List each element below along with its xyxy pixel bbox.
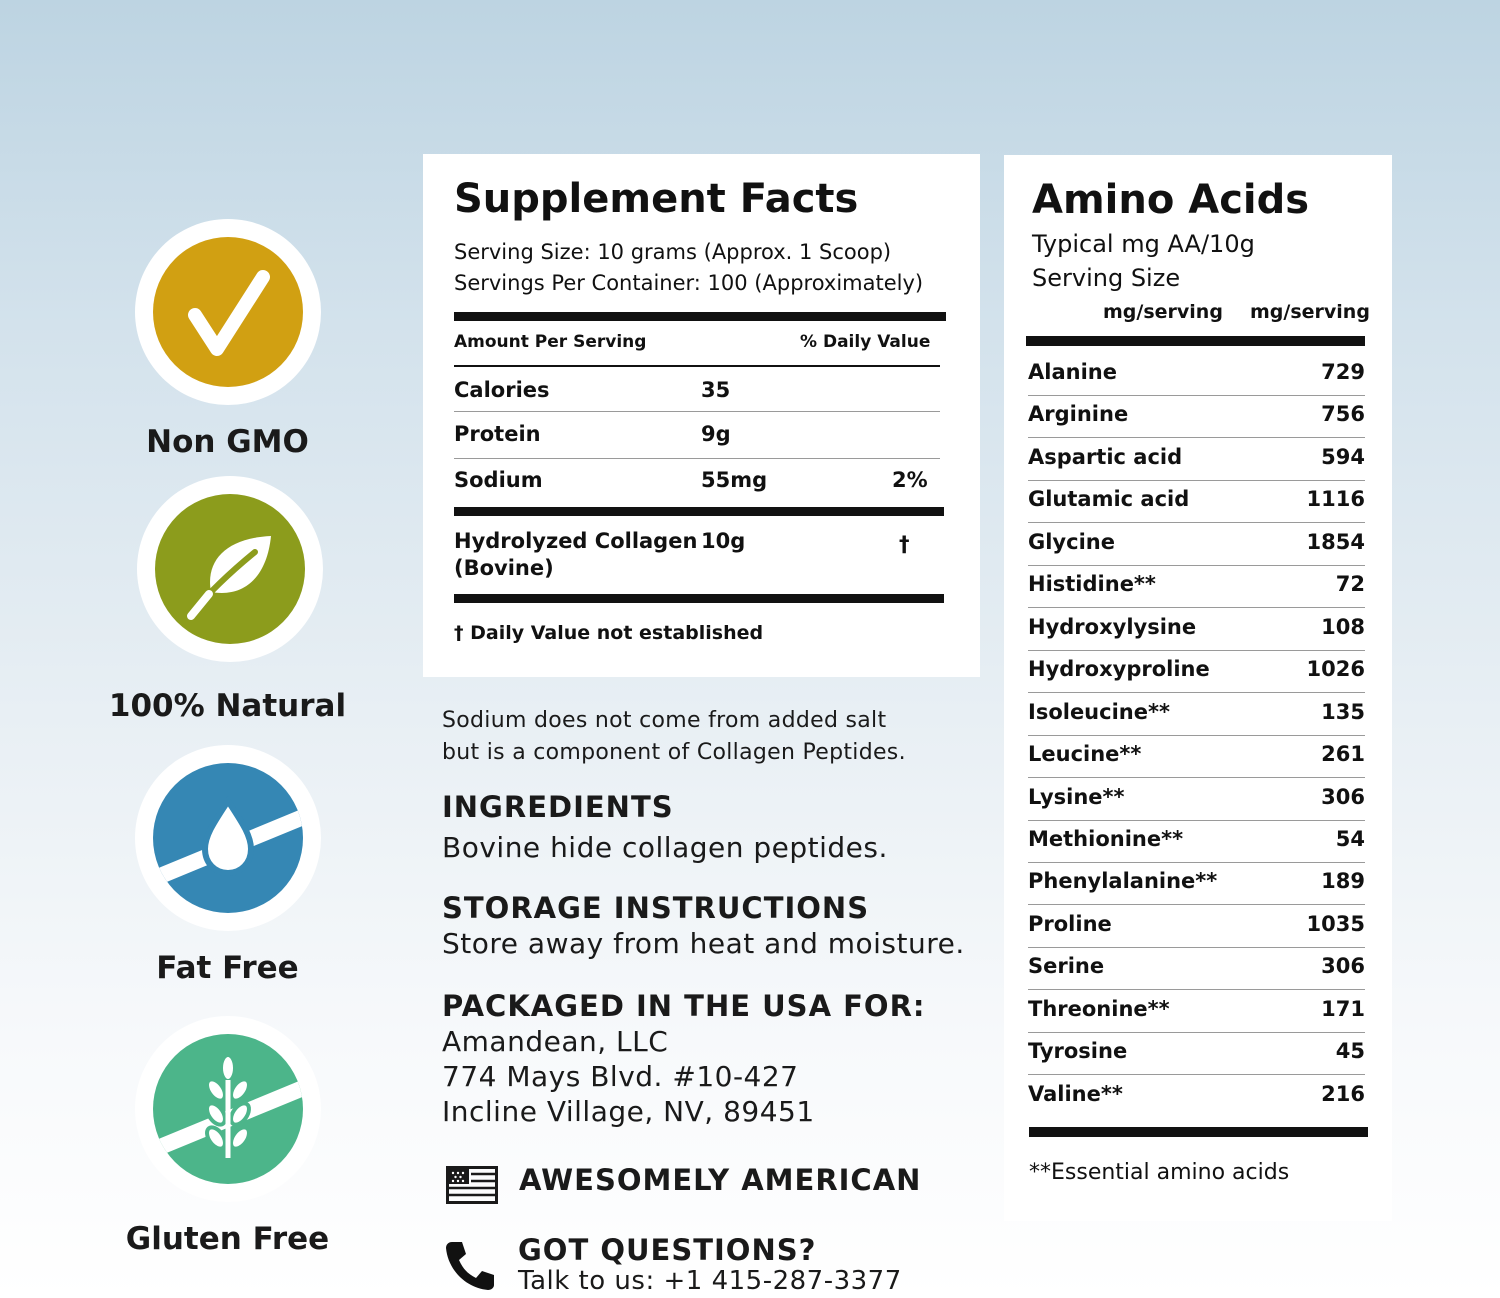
checkmark-icon: [153, 237, 303, 387]
serving-size: Serving Size: 10 grams (Approx. 1 Scoop): [454, 240, 892, 264]
supplement-footnote: † Daily Value not established: [454, 622, 764, 644]
nutrient-amount: 9g: [701, 422, 731, 446]
thick-divider: [454, 507, 944, 516]
amino-name: Phenylalanine**: [1028, 869, 1218, 894]
amino-value: 261: [1321, 742, 1365, 767]
address-line1: Amandean, LLC: [442, 1025, 669, 1058]
amino-value: 594: [1321, 444, 1365, 469]
collagen-name-line1: Hydrolyzed Collagen: [454, 529, 698, 553]
amino-subtitle-line2: Serving Size: [1032, 264, 1181, 292]
ingredients-heading: INGREDIENTS: [442, 790, 674, 824]
amino-value: 756: [1321, 402, 1365, 427]
row-divider: [1028, 522, 1365, 523]
badge-disc: [153, 763, 303, 913]
phone-number: Talk to us: +1 415-287-3377: [518, 1266, 902, 1296]
water-drop-icon: [153, 763, 303, 913]
amino-value: 72: [1335, 572, 1365, 597]
amino-row: [1028, 360, 1365, 390]
daily-value-header: % Daily Value: [800, 332, 931, 352]
amino-row: [1028, 402, 1365, 432]
row-divider: [1028, 607, 1365, 608]
divider: [454, 365, 940, 367]
us-flag-icon: [446, 1166, 498, 1204]
thick-divider: [454, 312, 946, 321]
supplement-facts-panel: [423, 154, 980, 677]
badge-disc: [155, 494, 305, 644]
amino-acids-panel: [1004, 155, 1392, 1221]
amino-value: 306: [1321, 784, 1365, 809]
sodium-note-line2: but is a component of Collagen Peptides.: [442, 740, 906, 765]
row-divider: [1028, 480, 1365, 481]
row-divider: [1028, 735, 1365, 736]
amino-value: 108: [1321, 614, 1365, 639]
storage-text: Store away from heat and moisture.: [442, 927, 965, 960]
storage-heading: STORAGE INSTRUCTIONS: [442, 891, 870, 925]
amino-footnote: **Essential amino acids: [1029, 1160, 1290, 1185]
row-divider: [1028, 820, 1365, 821]
row-divider: [1028, 565, 1365, 566]
amino-name: Lysine**: [1028, 784, 1125, 809]
badge-disc: [153, 237, 303, 387]
amino-name: Proline: [1028, 911, 1112, 936]
nutrient-name: Sodium: [454, 468, 543, 492]
amino-name: Aspartic acid: [1028, 444, 1183, 469]
amino-row: [1028, 827, 1365, 857]
servings-per-container: Servings Per Container: 100 (Approximately): [454, 271, 924, 295]
badge-ring: [137, 476, 323, 662]
amino-row: [1028, 1039, 1365, 1069]
amino-value: 216: [1321, 1081, 1365, 1106]
badge-label: Gluten Free: [125, 1221, 330, 1257]
amino-name: Hydroxylysine: [1028, 614, 1197, 639]
supplement-title: Supplement Facts: [454, 176, 859, 222]
amino-value: 54: [1335, 826, 1365, 851]
thick-divider: [454, 594, 944, 603]
amino-name: Glycine: [1028, 529, 1115, 554]
amino-name: Histidine**: [1028, 572, 1156, 597]
row-divider: [1028, 989, 1365, 990]
amino-name: Hydroxyproline: [1028, 657, 1210, 682]
wheat-icon: [153, 1034, 303, 1184]
row-divider: [1028, 1074, 1365, 1075]
badge-ring: [135, 219, 321, 405]
amount-per-serving-header: Amount Per Serving: [454, 332, 647, 352]
row-divider: [1028, 395, 1365, 396]
nutrient-daily-value: 2%: [892, 468, 928, 492]
thick-divider: [1029, 1127, 1368, 1137]
ingredients-text: Bovine hide collagen peptides.: [442, 831, 888, 864]
amino-value: 306: [1321, 954, 1365, 979]
badge-label: Non GMO: [146, 424, 309, 460]
amino-value: 1026: [1306, 657, 1365, 682]
amino-row: [1028, 700, 1365, 730]
amino-value: 1035: [1306, 911, 1365, 936]
row-divider: [1028, 947, 1365, 948]
row-divider: [1028, 1032, 1365, 1033]
amino-value: 1854: [1306, 529, 1365, 554]
row-divider: [1028, 692, 1365, 693]
amino-value: 45: [1335, 1039, 1365, 1064]
row-divider: [1028, 862, 1365, 863]
phone-icon: [444, 1238, 498, 1292]
amino-name: Methionine**: [1028, 826, 1184, 851]
amino-row: [1028, 912, 1365, 942]
collagen-amount: 10g: [701, 529, 746, 553]
amino-name: Alanine: [1028, 360, 1117, 384]
amino-name: Valine**: [1028, 1081, 1123, 1106]
amino-column-header: mg/serving: [1250, 301, 1370, 323]
badge-ring: [135, 745, 321, 931]
amino-row: [1028, 487, 1365, 517]
nutrient-amount: 55mg: [701, 468, 768, 492]
sodium-note-line1: Sodium does not come from added salt: [442, 708, 887, 733]
amino-name: Arginine: [1028, 402, 1129, 427]
badge-ring: [135, 1016, 321, 1202]
nutrient-name: Calories: [454, 378, 550, 402]
row-divider: [1028, 650, 1365, 651]
packaged-heading: PACKAGED IN THE USA FOR:: [442, 989, 926, 1023]
thick-divider: [1026, 336, 1365, 346]
amino-row: [1028, 954, 1365, 984]
row-divider: [454, 411, 940, 412]
row-divider: [1028, 777, 1365, 778]
collagen-name-line2: (Bovine): [454, 556, 554, 580]
amino-subtitle-line1: Typical mg AA/10g: [1032, 230, 1255, 258]
nutrient-amount: 35: [701, 378, 731, 402]
amino-value: 729: [1321, 360, 1365, 384]
amino-row: [1028, 742, 1365, 772]
amino-name: Glutamic acid: [1028, 487, 1190, 512]
amino-name: Threonine**: [1028, 996, 1170, 1021]
amino-title: Amino Acids: [1032, 177, 1310, 223]
amino-row: [1028, 997, 1365, 1027]
amino-value: 1116: [1306, 487, 1365, 512]
address-line2: 774 Mays Blvd. #10-427: [442, 1060, 799, 1093]
amino-value: 135: [1321, 699, 1365, 724]
amino-row: [1028, 615, 1365, 645]
amino-name: Isoleucine**: [1028, 699, 1170, 724]
row-divider: [1028, 904, 1365, 905]
amino-column-header: mg/serving: [1103, 301, 1223, 323]
nutrient-name: Protein: [454, 422, 541, 446]
questions-heading: GOT QUESTIONS?: [518, 1233, 817, 1267]
badge-label: Fat Free: [156, 950, 299, 986]
amino-row: [1028, 869, 1365, 899]
amino-name: Serine: [1028, 954, 1105, 979]
amino-name: Leucine**: [1028, 742, 1142, 767]
amino-value: 171: [1321, 996, 1365, 1021]
amino-row: [1028, 530, 1365, 560]
leaf-icon: [155, 494, 305, 644]
collagen-dagger: †: [899, 532, 910, 556]
amino-row: [1028, 445, 1365, 475]
badge-disc: [153, 1034, 303, 1184]
amino-value: 189: [1321, 869, 1365, 894]
row-divider: [454, 458, 940, 459]
amino-row: [1028, 657, 1365, 687]
row-divider: [1028, 437, 1365, 438]
badge-label: 100% Natural: [108, 688, 347, 724]
amino-row: [1028, 572, 1365, 602]
amino-row: [1028, 1082, 1365, 1112]
amino-name: Tyrosine: [1028, 1039, 1128, 1064]
amino-row: [1028, 785, 1365, 815]
awesomely-american: AWESOMELY AMERICAN: [519, 1163, 922, 1197]
address-line3: Incline Village, NV, 89451: [442, 1095, 815, 1128]
